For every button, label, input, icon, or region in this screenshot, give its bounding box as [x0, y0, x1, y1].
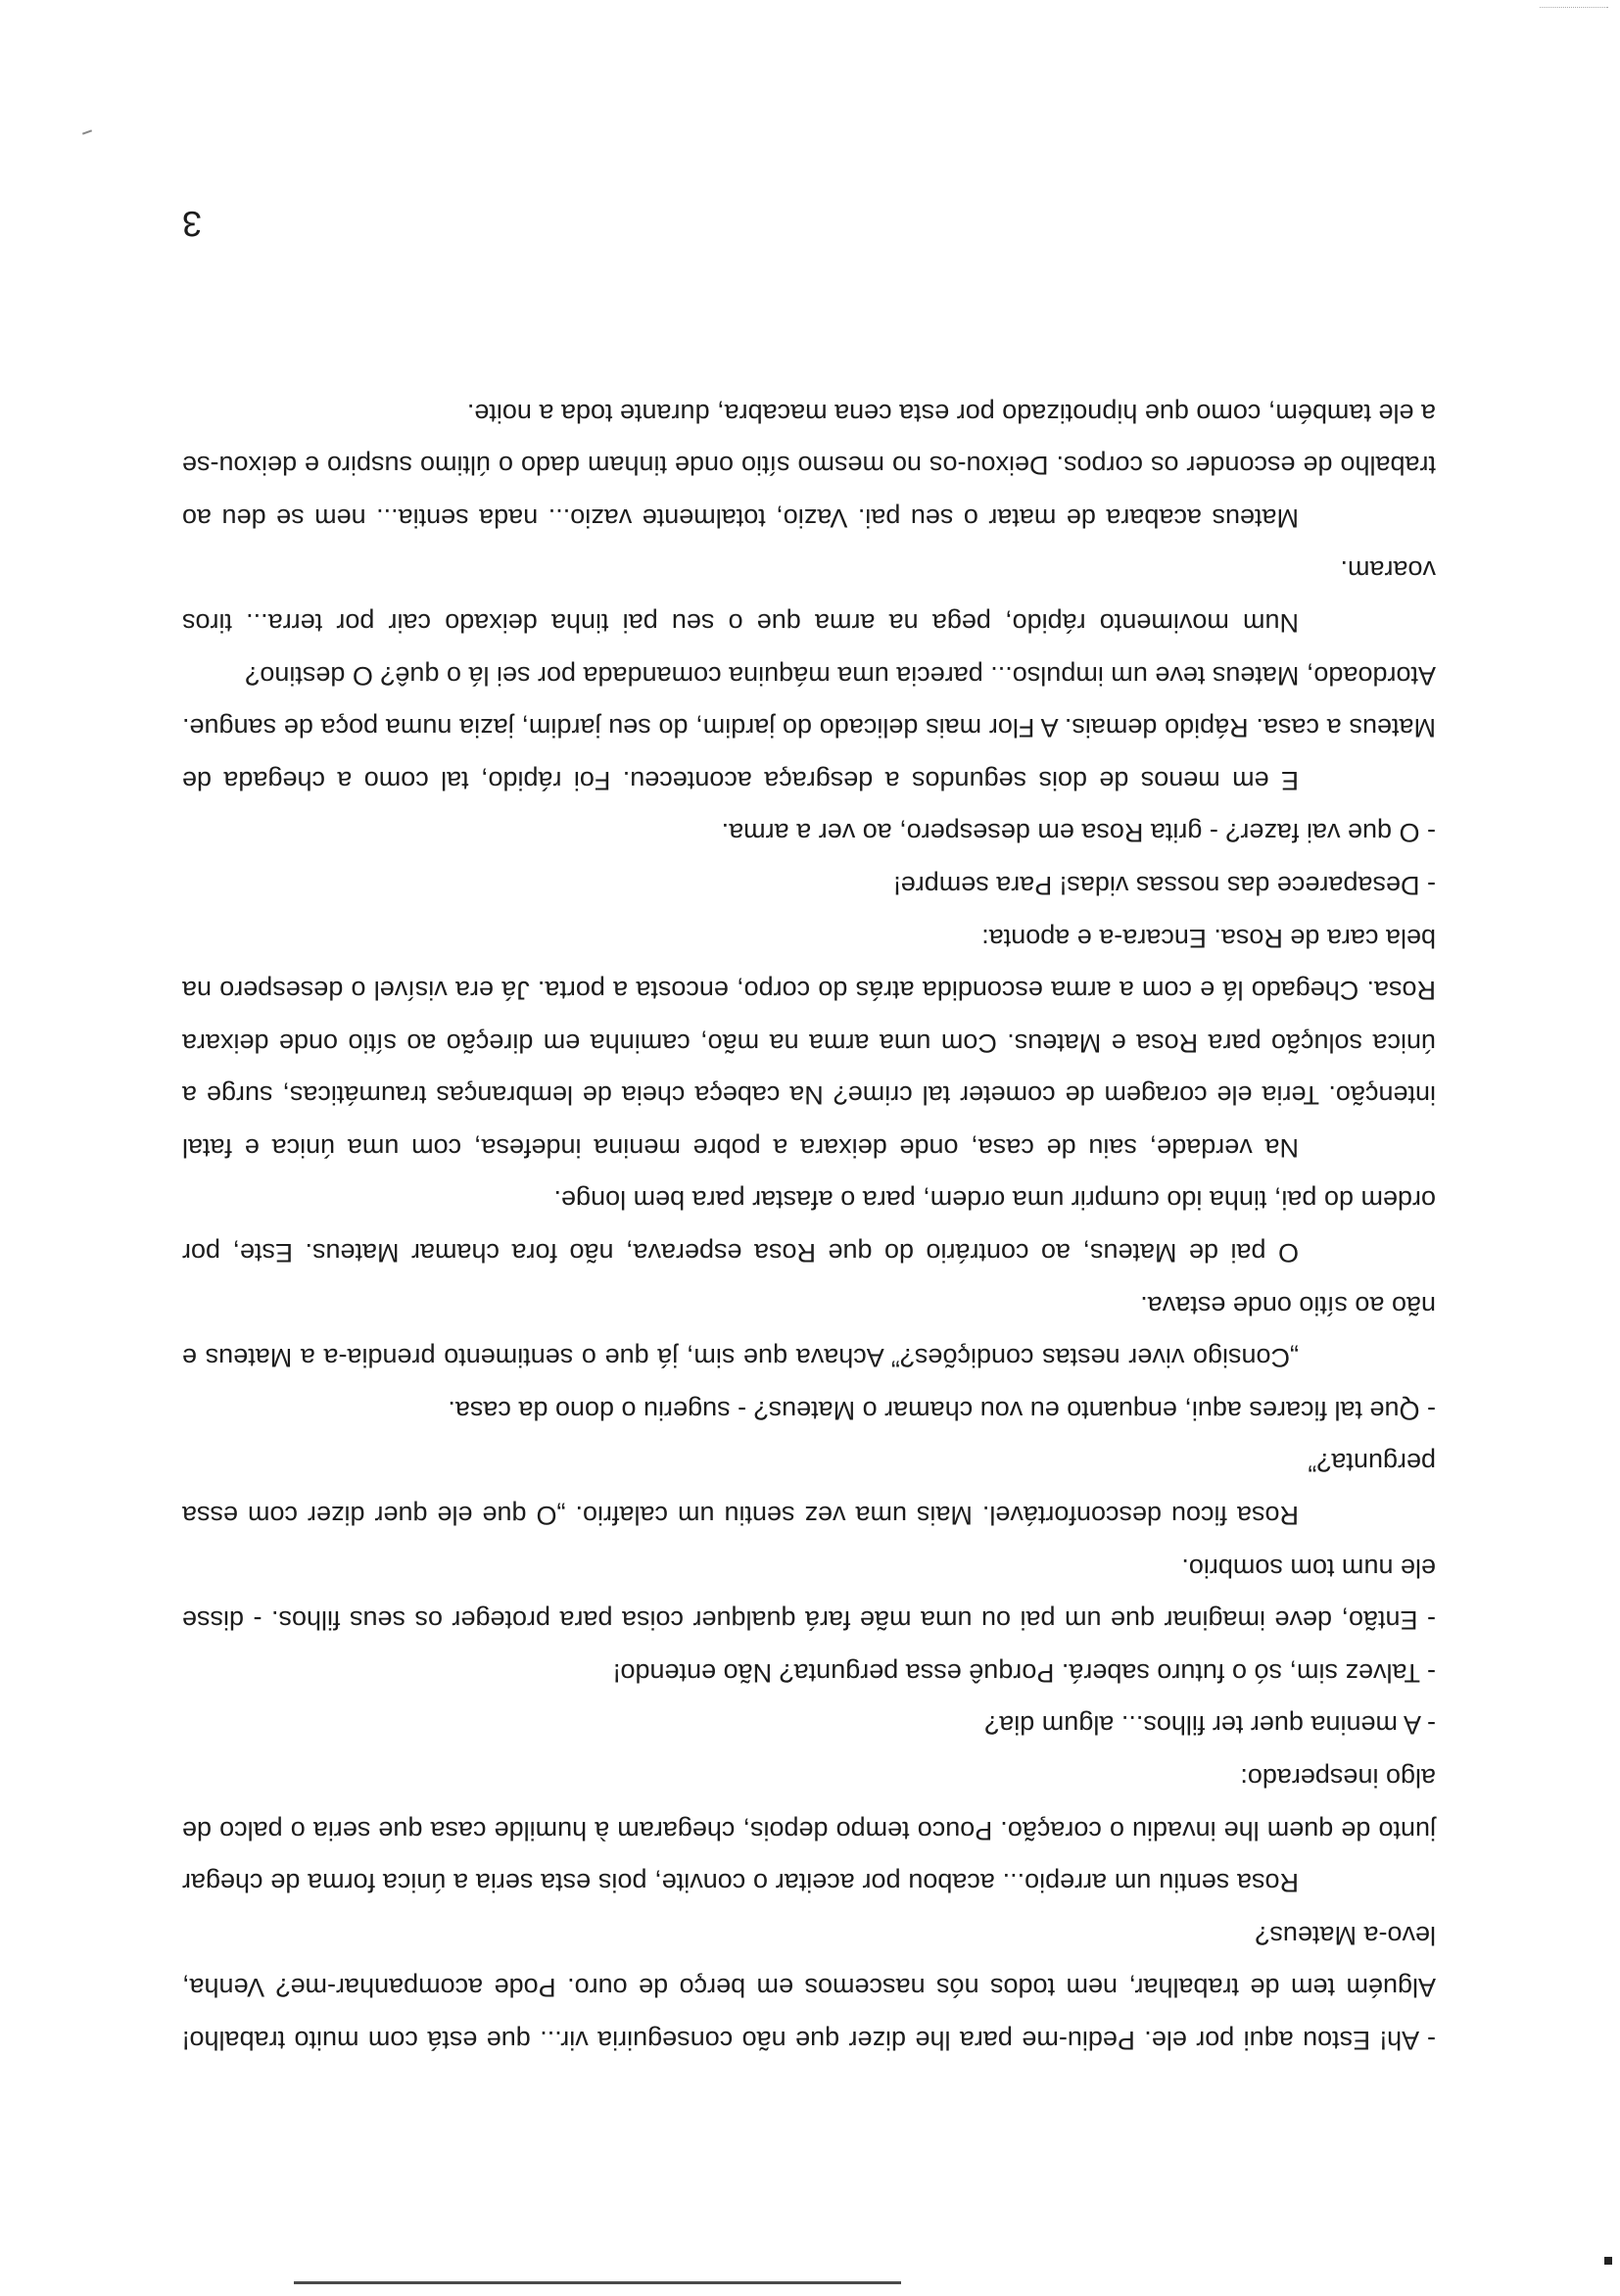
paragraph: Na verdade, saiu de casa, onde deixara a pobre menina indefesa, com uma única e fatal intenção. Teria ele coragem de cometer tal crime? Na cabeça cheia de lembranças traumáticas, surge a única solução para Rosa e Mateus. Com uma arma na mão, caminha em direção ao sítio onde deixara Rosa. Chegado lá e com a arma escondida atrás do corpo, encosta a porta. Já era visível o desespero na bela cara de Rosa. Encara-a e aponta:: [182, 923, 1436, 1163]
paragraph: - A menina quer ter filhos... algum dia?: [984, 1710, 1436, 1741]
paragraph: - Talvez sim, só o futuro saberá. Porquê essa pergunta? Não entendo!: [612, 1657, 1436, 1688]
paragraph: - O que vai fazer? - grita Rosa em desespero, ao ver a arma.: [721, 818, 1436, 848]
paragraph: Rosa sentiu um arrepio... acabou por aceitar o convite, pois esta seria a única forma de chegar junto de quem lhe invadiu o coração. Pouco tempo depois, chegaram à humilde casa que seria o palco de algo inesperado:: [182, 1763, 1436, 1898]
paragraph: Mateus acabara de matar o seu pai. Vazio, totalmente vazio... nada sentia... nem se deu ao trabalho de esconder os corpos. Deixou-os no mesmo sítio onde tinham dado o último suspiro e deixou-se a ele também, como que hipnotizado por esta cena macabra, durante toda a noite.: [182, 398, 1436, 533]
scan-dotted-mark: [1540, 5, 1608, 8]
paragraph: Rosa ficou desconfortável. Mais uma vez sentiu um calafrio. „O que ele quer dizer com essa pergunta?”: [182, 1448, 1436, 1531]
paragraph: - Que tal ficares aqui, enquanto eu vou chamar o Mateus? - sugeriu o dono da casa.: [448, 1395, 1436, 1425]
paragraph: „Consigo viver nestas condições?” Achava que sim, já que o sentimento prendia-a a Mateus e não ao sítio onde estava.: [182, 1290, 1436, 1373]
paragraph: - Desaparece das nossas vidas! Para sempre!: [893, 870, 1436, 900]
paragraph: O pai de Mateus, ao contrário do que Rosa esperava, não fora chamar Mateus. Este, por ordem do pai, tinha ido cumprir uma ordem, para o afastar para bem longe.: [182, 1185, 1436, 1268]
paragraph: - Então, deve imaginar que um pai ou uma mãe fará qualquer coisa para proteger os seus filhos. - disse ele num tom sombrio.: [182, 1553, 1436, 1636]
paragraph: E em menos de dois segundos a desgraça aconteceu. Foi rápido, tal como a chegada de Mateus a casa. Rápido demais. A Flor mais delicado do jardim, do seu jardim, jazia numa poça de sangue. Atordoado, Mateus teve um impulso... parecia uma máquina comandada por sei lá o quê? O destino?: [182, 660, 1436, 795]
scan-speck: [1604, 2257, 1612, 2265]
paragraph: Num movimento rápido, pega na arma que o seu pai tinha deixado cair por terra... tiros voaram.: [182, 555, 1436, 638]
scan-speck-mark: [82, 129, 92, 134]
paragraph: - Ah! Estou aqui por ele. Pediu-me para lhe dizer que não conseguiria vir... que está com muito trabalho! Alguém tem de trabalhar, nem todos nós nascemos em berço de ouro. Pode acompanhar-me? Venha, levo-a Mateus?: [182, 1920, 1436, 2055]
scan-edge-line: [294, 2281, 901, 2284]
body-text: [182, 386, 1436, 2066]
page-number: 3: [181, 204, 202, 244]
